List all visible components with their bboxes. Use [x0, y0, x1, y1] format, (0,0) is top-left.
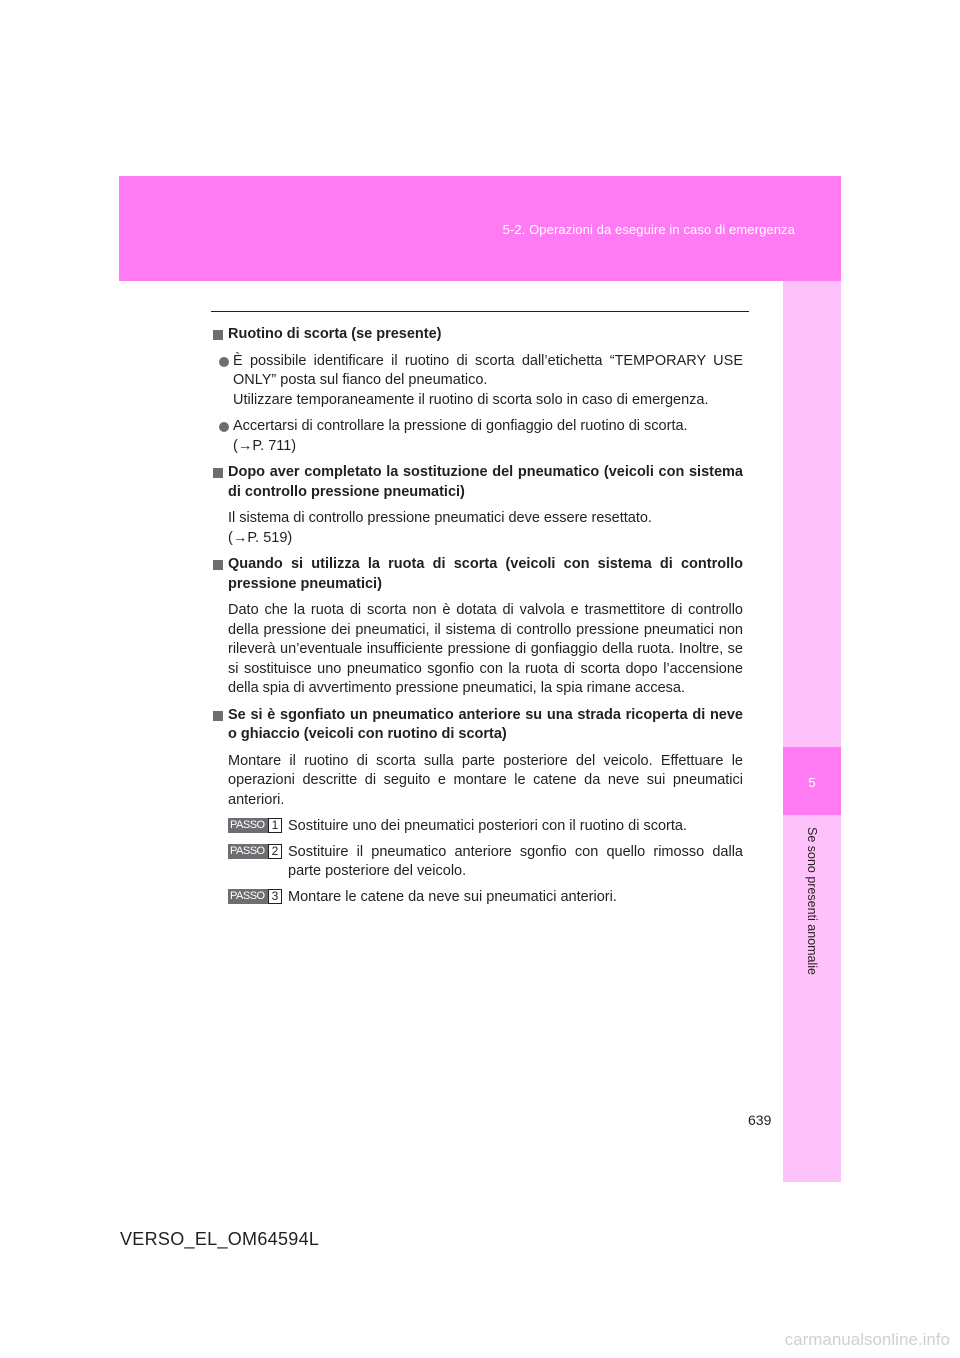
section-heading	[213, 706, 743, 745]
paragraph: Montare il ruotino di scorta sulla parte posteriore del veicolo. Effettuare le operazioni descritte di seguito e montare le catene da neve sui pneumatici anteriori.	[228, 752, 743, 808]
step-number: 1	[268, 818, 283, 833]
paragraph	[213, 509, 743, 548]
step-label	[228, 844, 282, 859]
step-item	[213, 888, 743, 908]
section-heading	[213, 555, 743, 594]
step-word: PASSO	[228, 818, 268, 833]
chapter-side-strip	[783, 281, 841, 1182]
square-bullet-icon	[213, 330, 223, 340]
heading-text: Ruotino di scorta (se presente)	[228, 326, 442, 342]
section-heading	[213, 325, 743, 345]
page-reference: (→P. 711)	[233, 437, 297, 454]
page-number: 639	[748, 1112, 772, 1128]
watermark-text: carmanualsonline.info	[784, 1330, 950, 1349]
bullet-text: Utilizzare temporaneamente il ruotino di scorta solo in caso di emergenza.	[233, 391, 709, 408]
step-text: Sostituire il pneumatico anteriore sgonfio con quello rimosso dalla parte posteriore del veicolo.	[288, 843, 743, 879]
bullet-item	[213, 417, 743, 456]
bullet-item	[213, 352, 743, 411]
square-bullet-icon	[213, 560, 223, 570]
step-word: PASSO	[228, 889, 268, 904]
step-number: 2	[268, 844, 283, 859]
section-heading	[213, 463, 743, 502]
chapter-tab	[783, 747, 841, 815]
round-bullet-icon	[219, 422, 229, 432]
step-item	[213, 817, 743, 837]
step-label	[228, 889, 282, 904]
section-title: 5-2. Operazioni da eseguire in caso di emergenza	[502, 222, 795, 237]
heading-text: Quando si utilizza la ruota di scorta (veicoli con sistema di controllo pressione pneumatici)	[228, 556, 743, 592]
step-label	[228, 818, 282, 833]
step-number: 3	[268, 889, 283, 904]
chapter-title: Se sono presenti anomalie	[805, 827, 819, 976]
bullet-text: Accertarsi di controllare la pressione di gonfiaggio del ruotino di scorta.	[233, 418, 688, 434]
square-bullet-icon	[213, 711, 223, 721]
paragraph: Dato che la ruota di scorta non è dotata di valvola e trasmettitore di controllo della pressione dei pneumatici, il sistema di controllo pressione pneumatici non rileverà un’eventuale insufficiente pressione di gonfiaggio della ruota. Inoltre, se si sostituisce uno pneumatico sgonfio con la ruota di scorta dopo l’accensione della spia di avvertimento pressione pneumatici, la spia rimane accesa.	[228, 602, 743, 696]
step-item	[213, 843, 743, 882]
round-bullet-icon	[219, 357, 229, 367]
document-code: VERSO_EL_OM64594L	[120, 1229, 320, 1249]
bullet-text: È possibile identificare il ruotino di scorta dall’etichetta “TEMPORARY USE ONLY” posta sul fianco del pneumatico.	[233, 352, 743, 388]
chapter-number: 5	[808, 775, 816, 790]
step-text: Montare le catene da neve sui pneumatici anteriori.	[288, 888, 617, 905]
square-bullet-icon	[213, 468, 223, 478]
page-reference: (→P. 519)	[228, 529, 293, 546]
top-divider	[211, 311, 749, 312]
page-content	[213, 325, 743, 913]
section-header	[119, 176, 841, 281]
step-text: Sostituire uno dei pneumatici posteriori con il ruotino di scorta.	[288, 818, 687, 834]
step-word: PASSO	[228, 844, 268, 859]
heading-text: Se si è sgonfiato un pneumatico anteriore su una strada ricoperta di neve o ghiaccio (veicoli con ruotino di scorta)	[228, 706, 743, 742]
paragraph-text: Il sistema di controllo pressione pneumatici deve essere resettato.	[228, 510, 652, 526]
heading-text: Dopo aver completato la sostituzione del pneumatico (veicoli con sistema di controllo pressione pneumatici)	[228, 464, 743, 500]
